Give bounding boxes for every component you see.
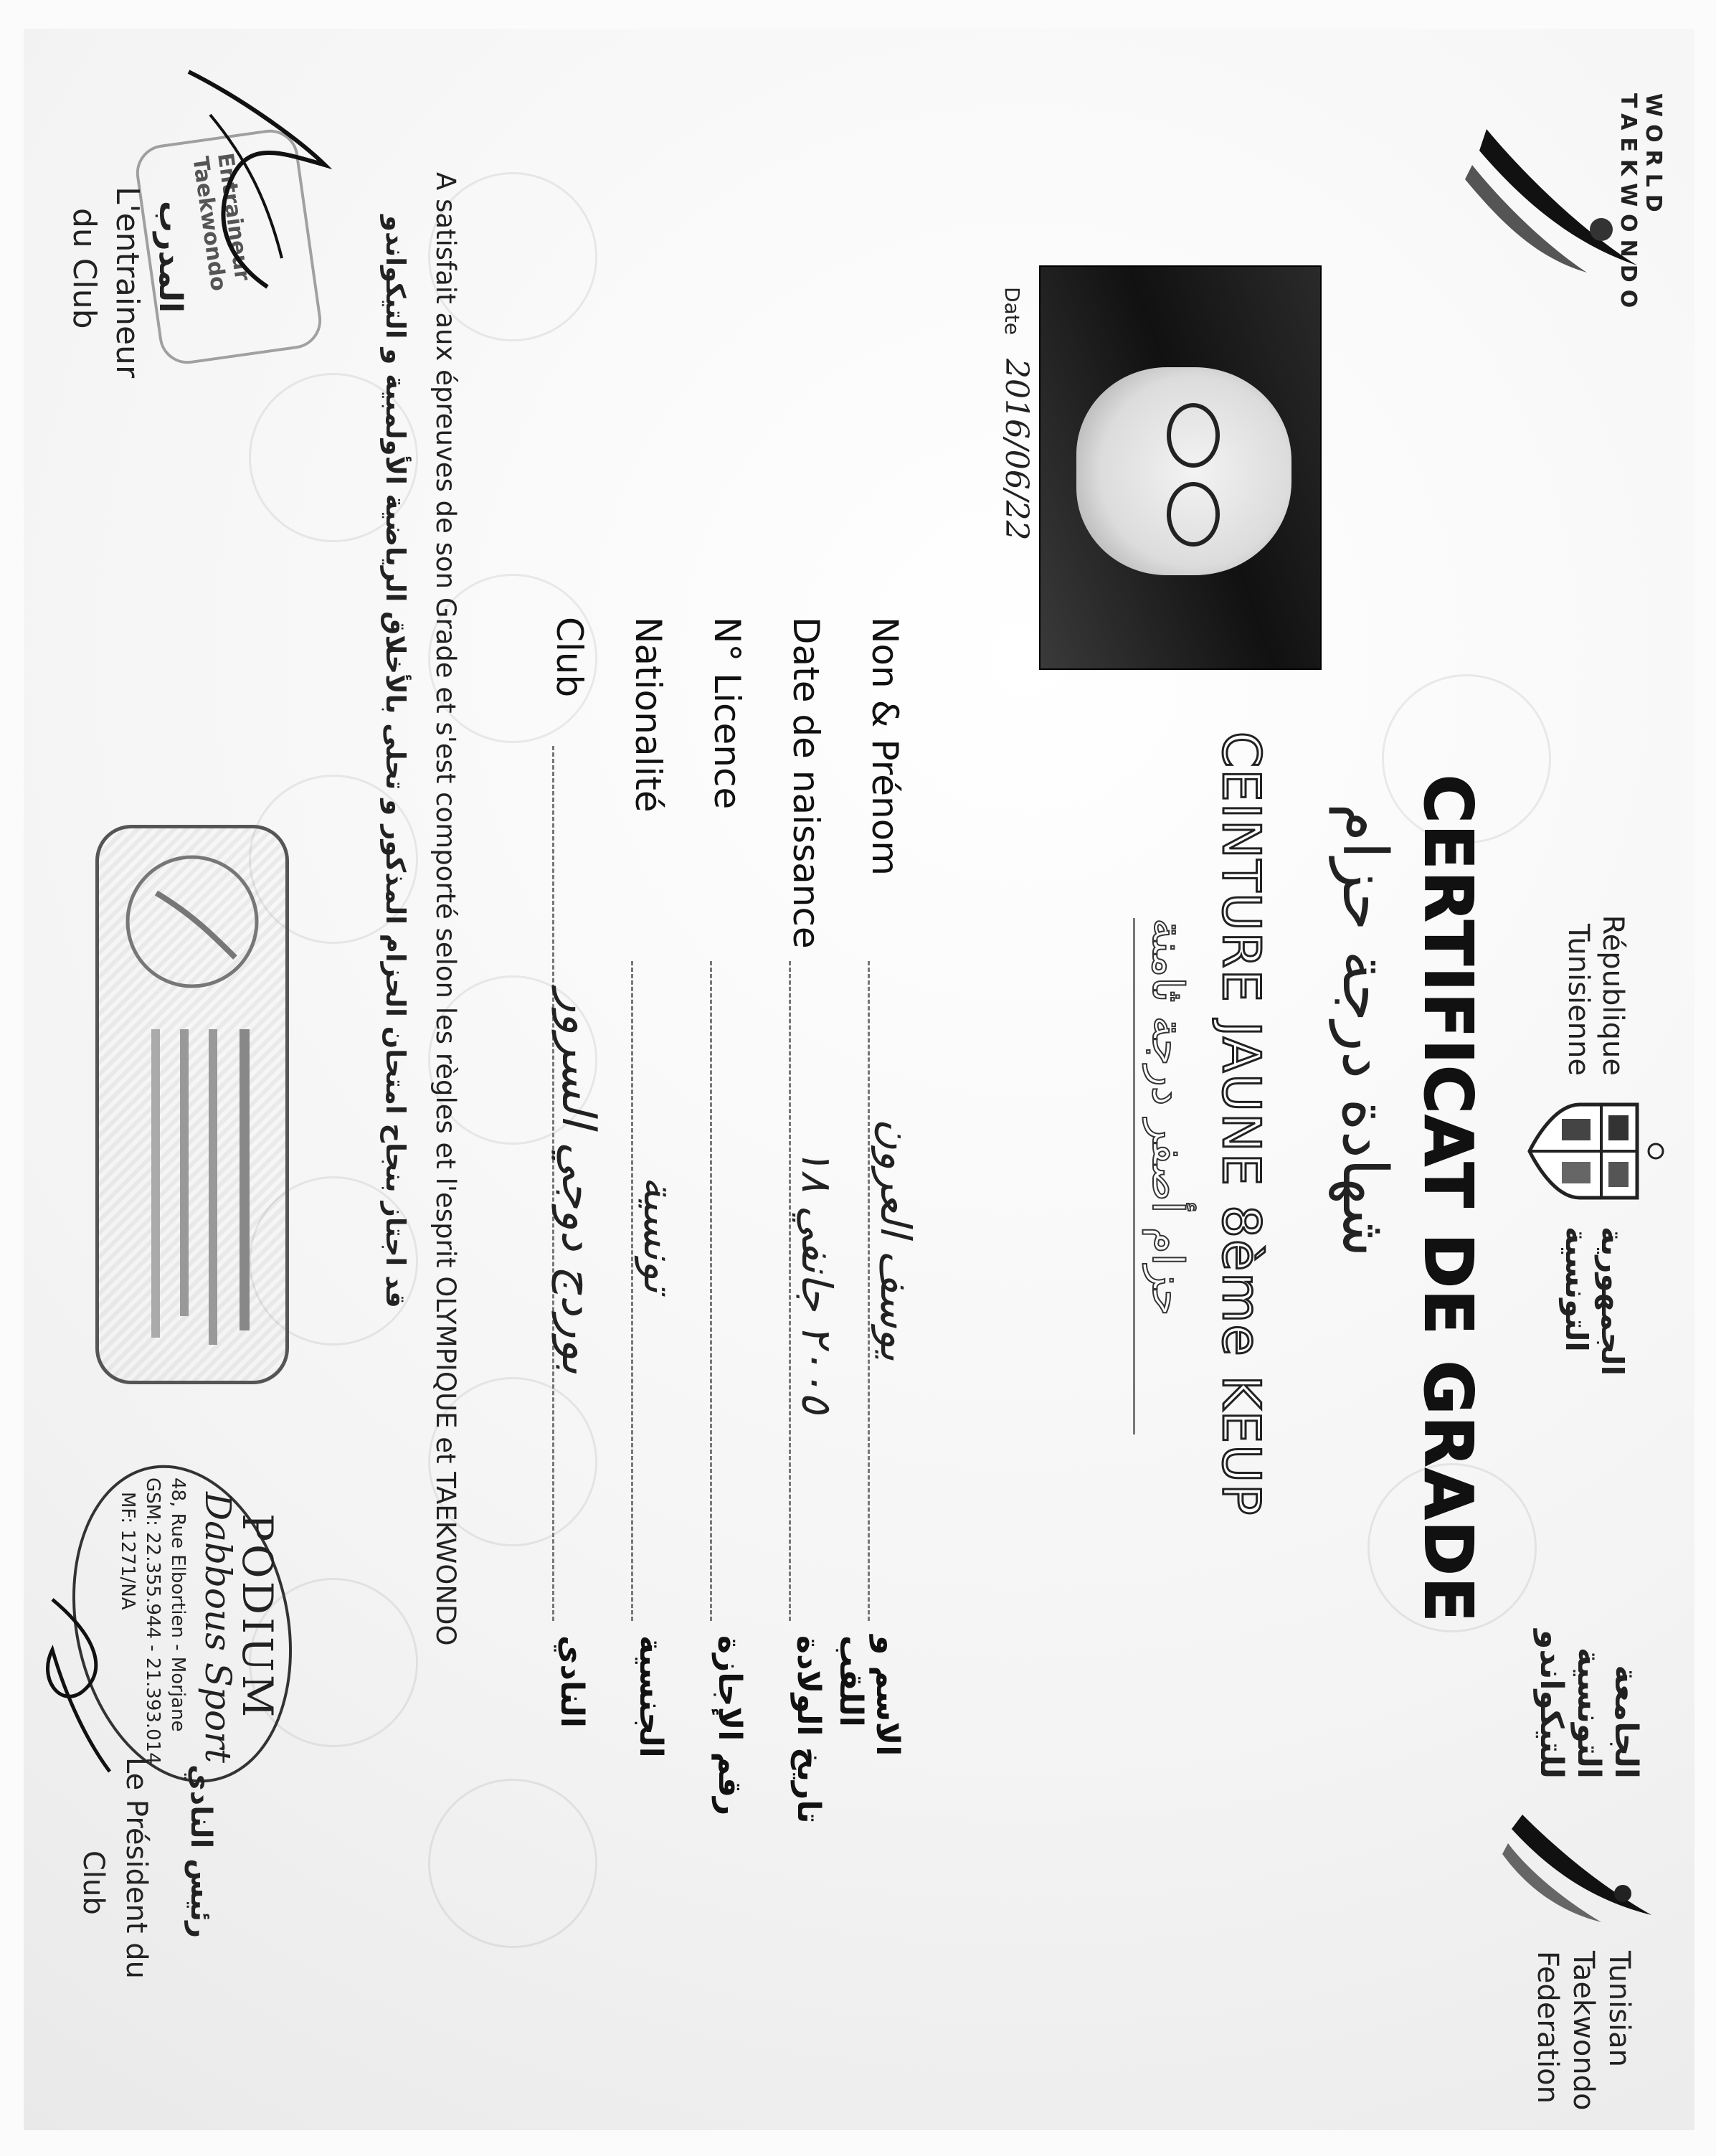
trainer-signature [174,57,332,294]
republic-ar [1558,1226,1630,1376]
federation-en-line3: Federation [1531,1951,1564,2104]
federation-en-line2: Taekwondo [1567,1951,1600,2111]
certificate-paper [24,29,1694,2130]
belt-underline [1133,918,1135,1434]
belt-grade-fr: CEINTURE JAUNE 8ème KEUP [1211,732,1271,1517]
federation-ar-line1: الجامعة [1608,1665,1644,1779]
federation-ar-line2: التونسية [1570,1647,1607,1779]
club-signature-block [24,1449,296,1994]
field-dotted-line [631,961,633,1621]
world-taekwondo-logo [1451,86,1666,316]
president-label-ar: رئيس النادي [184,1764,217,1939]
field-label-ar: الجنسية [632,1635,669,1758]
trainer-label-fr-1: L'entraineur [109,186,146,379]
federation-logo [1501,1793,1666,1937]
certificate-title-fr: CERTIFICAT DE GRADE [1410,775,1487,1624]
field-row-club [511,617,605,1850]
stamp-text-line [151,1029,160,1338]
field-label-fr: Nationalité [627,617,669,813]
club-stamp-sub: Dabbous Sport [197,1492,239,1764]
field-value: بوردج دوجي السرور [551,990,605,1375]
federation-swoosh-icon [1501,1793,1666,1937]
field-label-fr: Club [549,617,590,698]
trainer-stamp-text: Entraineur Taekwondo [187,151,255,293]
federation-ar [1532,1607,1644,1779]
field-row-license [676,617,755,1850]
trainer-signature-block [45,57,332,379]
republic-fr-line2: Tunisienne [1562,923,1595,1076]
certificate-title-ar: شهادة درجة حزام [1329,803,1400,1257]
field-value: تونسية [635,1176,683,1293]
club-stamp-mf: MF: 1271/NA [117,1492,138,1610]
field-label-ar: النادي [554,1635,590,1728]
world-taekwondo-text: WORLD TAEKWONDO [1616,93,1666,316]
field-label-ar: تاريخ الولادة [790,1635,827,1824]
date-value: 2016/06/22 [998,359,1035,541]
field-row-birthdate [755,617,841,1850]
club-stamp-address: 48, Rue Elbortien - Morjane [167,1477,189,1732]
federation-en-line1: Tunisian [1603,1951,1636,2067]
federation-en [1530,1951,1637,2111]
field-value: يوسف العرون [871,1119,920,1361]
statement-ar: قد اجتاز بنجاح امتحان الحزام المذكور و تحلى بالأخلاق الرياضية الأولمبية و التيكواندو [380,215,411,1308]
president-signature [31,1592,124,1779]
coat-of-arms-icon [1522,1090,1666,1212]
trainer-label-fr-2: du Club [66,208,103,329]
club-stamp-gsm: GSM: 22.355.944 - 21.393.014 [142,1477,163,1764]
republic-ar-line2: التونسية [1559,1226,1594,1352]
republic-fr [1561,875,1630,1076]
field-value: ٢٠٠٥ جانفي ١٨ [792,1148,841,1414]
belt-grade-ar: حزام أصفر درجة ثامنة [1142,918,1193,1316]
federation-ar-line3: للتيكواندو [1533,1630,1570,1779]
club-stamp-name: PODIUM [233,1513,282,1721]
stamp-text-line [240,1029,250,1330]
field-label-fr: Non & Prénom [864,617,906,876]
federation-stamp [95,825,289,1384]
field-label-ar: رقم الإجازة [711,1635,748,1816]
field-row-nationality [597,617,683,1850]
president-label-fr-1: Le Président du [120,1757,153,1979]
stamp-text-line [209,1029,217,1345]
field-label-ar: الاسم و اللقب [833,1635,906,1757]
field-row-name [833,617,920,1850]
date-label: Date [1000,287,1024,335]
stamp-emblem-icon [120,850,264,993]
tunisia-coat-of-arms [1522,1090,1666,1212]
president-label-fr-2: Club [77,1850,110,1915]
holder-photo [1039,265,1322,670]
stamp-text-line [180,1029,189,1316]
photo-glasses [1167,482,1220,547]
photo-glasses [1167,403,1220,468]
field-dotted-line [789,961,791,1621]
field-label-fr: Date de naissance [785,617,827,949]
trainer-label-ar: المدرب [152,201,189,313]
republic-fr-line1: République [1596,914,1629,1076]
field-dotted-line [710,961,712,1621]
field-label-fr: N° Licence [706,617,748,810]
field-dotted-line [868,961,870,1621]
statement-fr: A satisfait aux épreuves de son Grade et s'est comporté selon les règles et l'esprit OLYMPIQUE et TAEKWONDO [430,172,461,1646]
republic-ar-line1: الجمهورية [1595,1226,1630,1376]
